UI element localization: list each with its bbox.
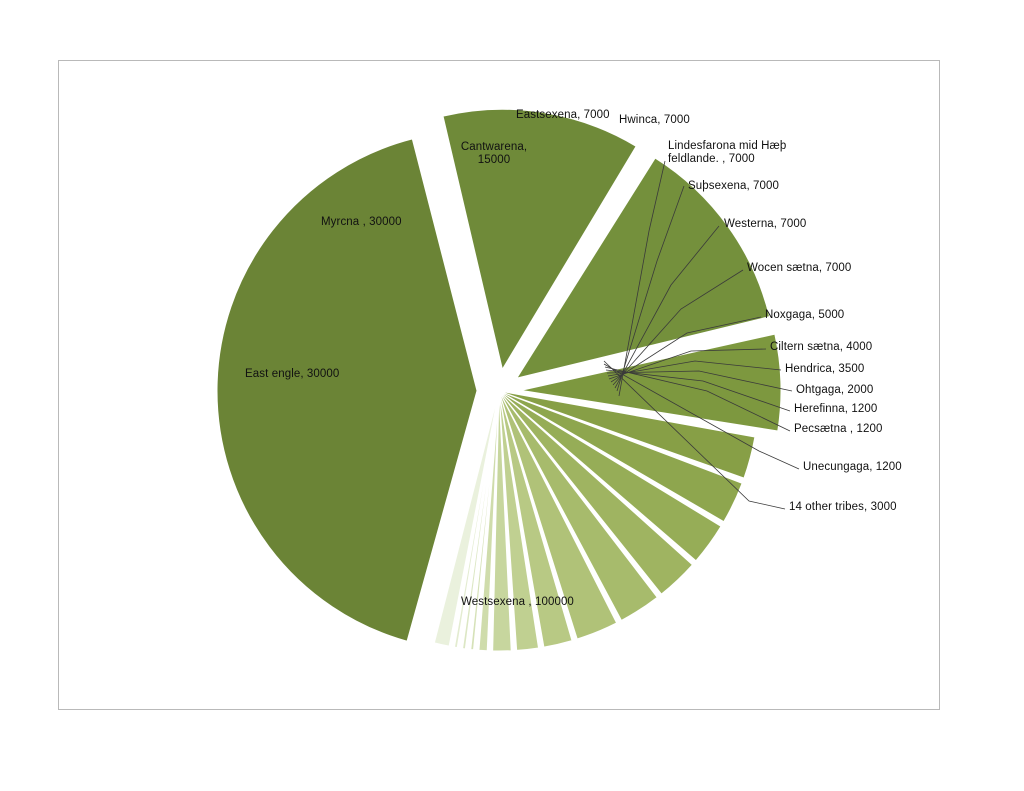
slice-label-pecsaetna: Pecsætna , 1200 <box>794 423 883 435</box>
pie-slice[interactable] <box>217 139 477 641</box>
slice-label-ciltern-saetna: Ciltern sætna, 4000 <box>770 341 873 353</box>
slice-label-east-engle: East engle, 30000 <box>245 368 340 380</box>
slice-label-hwinca: Hwinca, 7000 <box>619 114 690 126</box>
slice-label-ohtgaga: Ohtgaga, 2000 <box>796 384 874 396</box>
slice-label-eastsexena: Eastsexena, 7000 <box>516 109 610 121</box>
slice-label-herefinna: Herefinna, 1200 <box>794 403 878 415</box>
chart-frame <box>58 60 940 710</box>
slice-label-unecungaga: Unecungaga, 1200 <box>803 461 902 473</box>
slice-label-wocen-saetna: Wocen sætna, 7000 <box>747 262 852 274</box>
slice-label-noxgaga: Noxgaga, 5000 <box>765 309 845 321</box>
slice-label-supsexena: Suþsexena, 7000 <box>688 180 780 192</box>
slice-label-lindesfarona: Lindesfarona mid Hæþ feldlande. , 7000 <box>668 140 787 165</box>
slice-label-cantwarena: Cantwarena, 15000 <box>460 141 528 166</box>
slice-label-myrcna: Myrcna , 30000 <box>321 216 402 228</box>
slice-label-westsexena: Westsexena , 100000 <box>461 596 574 608</box>
slice-label-westerna: Westerna, 7000 <box>724 218 807 230</box>
slice-label-hendrica: Hendrica, 3500 <box>785 363 865 375</box>
slice-label-other-tribes: 14 other tribes, 3000 <box>789 501 897 513</box>
